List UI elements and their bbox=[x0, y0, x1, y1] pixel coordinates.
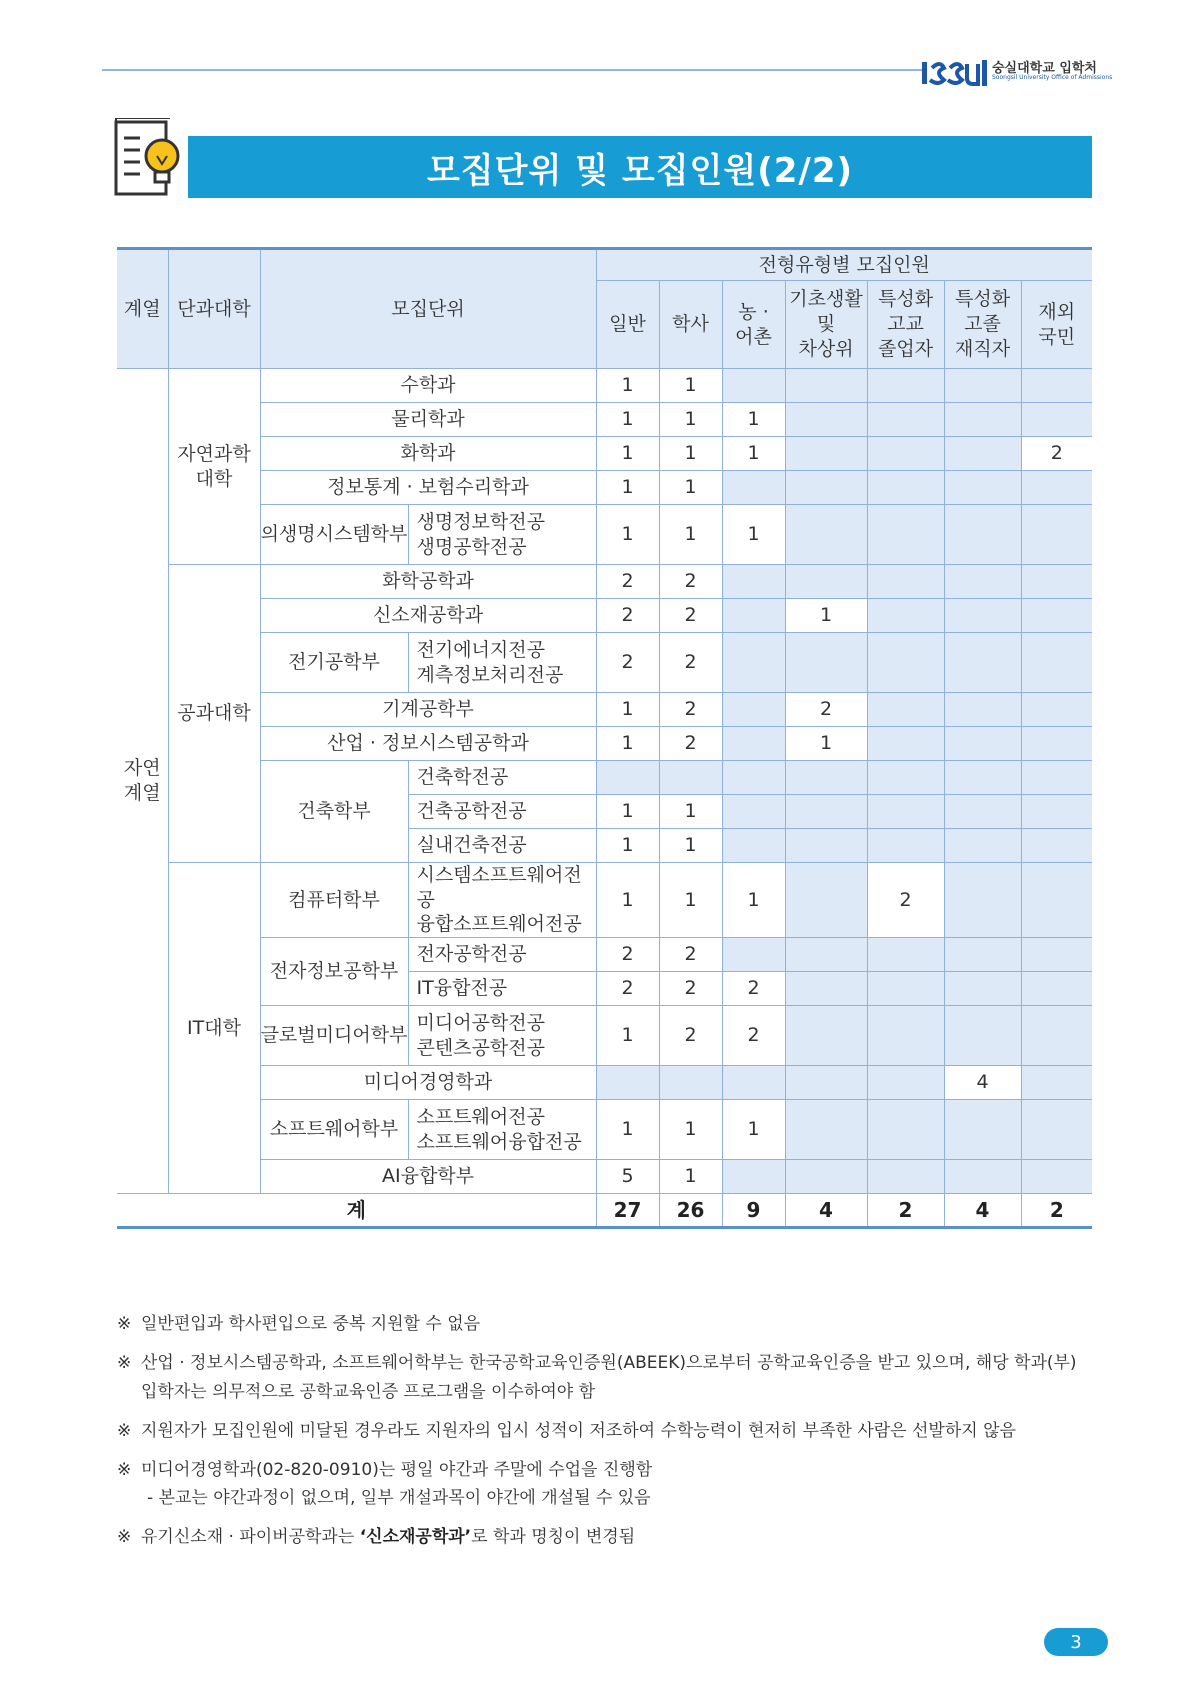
quota-cell: 2 bbox=[659, 1006, 722, 1066]
quota-cell bbox=[785, 1100, 867, 1160]
quota-cell: 2 bbox=[659, 693, 722, 727]
quota-cell bbox=[867, 565, 944, 599]
note-text-bold: ‘신소재공학과’ bbox=[359, 1527, 472, 1548]
quota-cell bbox=[1021, 1006, 1092, 1066]
quota-cell bbox=[785, 795, 867, 829]
quota-cell bbox=[785, 565, 867, 599]
quota-cell bbox=[1021, 471, 1092, 505]
quota-cell bbox=[944, 795, 1021, 829]
quota-cell bbox=[867, 938, 944, 972]
quota-cell: 1 bbox=[722, 1100, 785, 1160]
table-row bbox=[117, 369, 1092, 403]
subunit-cell: 미디어공학전공 콘텐츠공학전공 bbox=[408, 1006, 596, 1066]
quota-cell bbox=[1021, 1160, 1092, 1194]
note-item bbox=[117, 1523, 1097, 1552]
quota-cell bbox=[596, 1066, 659, 1100]
college-cell: IT대학 bbox=[168, 863, 260, 1194]
quota-cell bbox=[722, 795, 785, 829]
quota-cell bbox=[785, 972, 867, 1006]
unit-cell: 기계공학부 bbox=[260, 693, 596, 727]
quota-cell bbox=[1021, 829, 1092, 863]
quota-cell: 2 bbox=[867, 863, 944, 938]
total-row bbox=[117, 1194, 1092, 1228]
type-header: 특성화 고교 졸업자 bbox=[867, 281, 944, 369]
total-cell: 26 bbox=[659, 1194, 722, 1228]
quota-cell: 2 bbox=[1021, 437, 1092, 471]
unit-cell: 미디어경영학과 bbox=[260, 1066, 596, 1100]
quota-cell: 1 bbox=[785, 599, 867, 633]
quota-cell bbox=[722, 471, 785, 505]
quota-cell: 2 bbox=[659, 938, 722, 972]
note-mark: ※ bbox=[117, 1459, 132, 1480]
quota-cell bbox=[944, 727, 1021, 761]
quota-cell bbox=[867, 1006, 944, 1066]
quota-cell bbox=[867, 1066, 944, 1100]
table-row bbox=[117, 863, 1092, 938]
quota-cell bbox=[944, 599, 1021, 633]
quota-cell bbox=[722, 727, 785, 761]
note-mark: ※ bbox=[117, 1314, 132, 1334]
subunit-cell: 건축공학전공 bbox=[408, 795, 596, 829]
quota-cell bbox=[944, 1006, 1021, 1066]
quota-cell: 2 bbox=[722, 1006, 785, 1066]
total-cell: 4 bbox=[785, 1194, 867, 1228]
quota-cell bbox=[722, 633, 785, 693]
subunit-cell: 건축학전공 bbox=[408, 761, 596, 795]
col-college-header: 단과대학 bbox=[168, 249, 260, 369]
quota-cell bbox=[944, 437, 1021, 471]
quota-cell: 2 bbox=[659, 633, 722, 693]
quota-cell bbox=[722, 1160, 785, 1194]
quota-cell bbox=[785, 369, 867, 403]
quota-cell: 2 bbox=[722, 972, 785, 1006]
type-header: 일반 bbox=[596, 281, 659, 369]
admission-quota-table bbox=[117, 247, 1092, 1229]
quota-cell bbox=[944, 471, 1021, 505]
quota-cell bbox=[1021, 693, 1092, 727]
note-subtext: - 본교는 야간과정이 없으며, 일부 개설과목이 야간에 개설될 수 있음 bbox=[147, 1488, 651, 1509]
total-cell: 9 bbox=[722, 1194, 785, 1228]
quota-cell: 1 bbox=[596, 863, 659, 938]
quota-cell: 2 bbox=[596, 938, 659, 972]
table-row bbox=[117, 761, 1092, 795]
subunit-cell: 시스템소프트웨어전공 융합소프트웨어전공 bbox=[408, 863, 596, 938]
page-number: 3 bbox=[1044, 1628, 1108, 1656]
unit-cell: 전자정보공학부 bbox=[260, 938, 408, 1006]
quota-cell: 2 bbox=[596, 599, 659, 633]
quota-cell bbox=[944, 829, 1021, 863]
subunit-cell: IT융합전공 bbox=[408, 972, 596, 1006]
note-mark: ※ bbox=[117, 1352, 132, 1373]
unit-cell: 신소재공학과 bbox=[260, 599, 596, 633]
note-item bbox=[117, 1456, 1097, 1514]
quota-cell bbox=[867, 471, 944, 505]
quota-cell: 1 bbox=[596, 369, 659, 403]
ssu-logo-icon bbox=[920, 56, 992, 88]
quota-cell bbox=[944, 1160, 1021, 1194]
page-title: 모집단위 및 모집인원(2/2) bbox=[188, 136, 1092, 198]
quota-cell bbox=[944, 938, 1021, 972]
quota-cell: 2 bbox=[596, 972, 659, 1006]
quota-cell bbox=[785, 863, 867, 938]
header-rule bbox=[102, 69, 922, 71]
quota-cell bbox=[785, 1006, 867, 1066]
university-logo bbox=[920, 56, 1113, 88]
quota-cell bbox=[1021, 1100, 1092, 1160]
quota-cell bbox=[785, 1160, 867, 1194]
quota-cell bbox=[944, 761, 1021, 795]
quota-cell: 1 bbox=[659, 369, 722, 403]
quota-cell bbox=[867, 599, 944, 633]
unit-cell: 산업 · 정보시스템공학과 bbox=[260, 727, 596, 761]
quota-cell: 2 bbox=[659, 599, 722, 633]
note-text: 지원자가 모집인원에 미달된 경우라도 지원자의 입시 성적이 저조하여 수학능력이 현저히 부족한 사람은 선발하지 않음 bbox=[141, 1420, 1016, 1441]
quota-cell bbox=[867, 1160, 944, 1194]
quota-cell bbox=[1021, 599, 1092, 633]
unit-cell: 물리학과 bbox=[260, 403, 596, 437]
quota-cell bbox=[867, 369, 944, 403]
table-row bbox=[117, 565, 1092, 599]
quota-cell: 1 bbox=[659, 505, 722, 565]
quota-cell: 1 bbox=[596, 437, 659, 471]
type-header: 학사 bbox=[659, 281, 722, 369]
quota-cell: 1 bbox=[596, 693, 659, 727]
quota-cell bbox=[944, 505, 1021, 565]
quota-cell bbox=[785, 938, 867, 972]
quota-cell bbox=[867, 829, 944, 863]
quota-cell: 1 bbox=[659, 403, 722, 437]
quota-cell bbox=[867, 972, 944, 1006]
quota-cell bbox=[722, 599, 785, 633]
subunit-cell: 실내건축전공 bbox=[408, 829, 596, 863]
quota-cell bbox=[722, 761, 785, 795]
quota-cell bbox=[1021, 938, 1092, 972]
quota-cell bbox=[944, 1100, 1021, 1160]
quota-cell bbox=[1021, 505, 1092, 565]
type-group-header: 전형유형별 모집인원 bbox=[596, 249, 1092, 281]
quota-cell bbox=[1021, 761, 1092, 795]
note-text: 미디어경영학과(02-820-0910)는 평일 야간과 주말에 수업을 진행함 bbox=[141, 1459, 653, 1480]
quota-cell: 2 bbox=[785, 693, 867, 727]
table-row bbox=[117, 403, 1092, 437]
logo-english-text: Soongsil University Office of Admissions bbox=[992, 74, 1113, 81]
quota-cell bbox=[1021, 633, 1092, 693]
quota-cell bbox=[867, 727, 944, 761]
quota-cell bbox=[722, 1066, 785, 1100]
quota-cell bbox=[944, 693, 1021, 727]
quota-cell: 1 bbox=[722, 437, 785, 471]
notes-section bbox=[117, 1310, 1097, 1562]
total-cell: 27 bbox=[596, 1194, 659, 1228]
table-row bbox=[117, 1066, 1092, 1100]
note-text-pre: 유기신소재 · 파이버공학과는 bbox=[141, 1527, 360, 1548]
quota-cell bbox=[867, 795, 944, 829]
quota-cell bbox=[867, 505, 944, 565]
quota-cell bbox=[867, 1100, 944, 1160]
quota-cell bbox=[1021, 863, 1092, 938]
total-cell: 4 bbox=[944, 1194, 1021, 1228]
quota-cell: 4 bbox=[944, 1066, 1021, 1100]
quota-cell bbox=[785, 633, 867, 693]
table-row bbox=[117, 1006, 1092, 1066]
quota-cell: 1 bbox=[659, 471, 722, 505]
unit-cell: 글로벌미디어학부 bbox=[260, 1006, 408, 1066]
type-header: 농 · 어촌 bbox=[722, 281, 785, 369]
quota-cell: 2 bbox=[659, 727, 722, 761]
table-row bbox=[117, 437, 1092, 471]
unit-cell: 건축학부 bbox=[260, 761, 408, 863]
quota-cell bbox=[785, 471, 867, 505]
document-lightbulb-icon bbox=[112, 118, 192, 200]
quota-cell bbox=[785, 505, 867, 565]
quota-cell bbox=[1021, 972, 1092, 1006]
type-header: 기초생활 및 차상위 bbox=[785, 281, 867, 369]
quota-cell: 5 bbox=[596, 1160, 659, 1194]
quota-cell bbox=[1021, 403, 1092, 437]
table-row bbox=[117, 938, 1092, 972]
quota-cell: 1 bbox=[596, 1006, 659, 1066]
unit-cell: 전기공학부 bbox=[260, 633, 408, 693]
quota-cell: 1 bbox=[722, 505, 785, 565]
quota-cell: 1 bbox=[659, 795, 722, 829]
col-group-header: 계열 bbox=[117, 249, 168, 369]
quota-cell: 1 bbox=[659, 829, 722, 863]
logo-korean-text: 숭실대학교 입학처 bbox=[992, 61, 1097, 76]
quota-cell bbox=[944, 633, 1021, 693]
subunit-cell: 전기에너지전공 계측정보처리전공 bbox=[408, 633, 596, 693]
college-cell: 자연과학 대학 bbox=[168, 369, 260, 565]
quota-cell: 1 bbox=[785, 727, 867, 761]
quota-cell bbox=[785, 761, 867, 795]
quota-cell bbox=[659, 761, 722, 795]
quota-cell bbox=[944, 403, 1021, 437]
quota-cell bbox=[867, 693, 944, 727]
table-row bbox=[117, 599, 1092, 633]
quota-cell bbox=[722, 369, 785, 403]
quota-cell bbox=[867, 437, 944, 471]
note-text-post: 로 학과 명칭이 변경됨 bbox=[471, 1527, 636, 1548]
col-unit-header: 모집단위 bbox=[260, 249, 596, 369]
note-item bbox=[117, 1349, 1097, 1407]
quota-cell bbox=[944, 565, 1021, 599]
college-cell: 공과대학 bbox=[168, 565, 260, 863]
quota-cell: 1 bbox=[596, 403, 659, 437]
unit-cell: 화학공학과 bbox=[260, 565, 596, 599]
group-cell: 자연 계열 bbox=[117, 369, 168, 1194]
quota-cell: 1 bbox=[659, 437, 722, 471]
quota-cell: 2 bbox=[659, 972, 722, 1006]
quota-cell: 1 bbox=[659, 1160, 722, 1194]
type-header: 특성화 고졸 재직자 bbox=[944, 281, 1021, 369]
quota-cell: 2 bbox=[596, 565, 659, 599]
quota-cell: 2 bbox=[596, 633, 659, 693]
table-row bbox=[117, 1100, 1092, 1160]
quota-cell bbox=[785, 437, 867, 471]
quota-cell bbox=[596, 761, 659, 795]
quota-cell bbox=[944, 972, 1021, 1006]
total-cell: 2 bbox=[867, 1194, 944, 1228]
quota-cell: 1 bbox=[596, 727, 659, 761]
quota-cell: 1 bbox=[722, 863, 785, 938]
note-item bbox=[117, 1310, 1097, 1339]
unit-cell: 화학과 bbox=[260, 437, 596, 471]
quota-cell bbox=[785, 403, 867, 437]
quota-cell bbox=[1021, 1066, 1092, 1100]
quota-cell: 1 bbox=[659, 1100, 722, 1160]
quota-cell: 1 bbox=[596, 471, 659, 505]
table-row bbox=[117, 633, 1092, 693]
quota-cell bbox=[944, 369, 1021, 403]
unit-cell: 컴퓨터학부 bbox=[260, 863, 408, 938]
quota-cell bbox=[722, 938, 785, 972]
table-row bbox=[117, 727, 1092, 761]
table-row bbox=[117, 693, 1092, 727]
quota-cell bbox=[722, 829, 785, 863]
unit-cell: 정보통계 · 보험수리학과 bbox=[260, 471, 596, 505]
quota-cell bbox=[1021, 727, 1092, 761]
note-mark: ※ bbox=[117, 1527, 132, 1548]
unit-cell: 소프트웨어학부 bbox=[260, 1100, 408, 1160]
quota-cell: 1 bbox=[596, 829, 659, 863]
quota-cell: 2 bbox=[659, 565, 722, 599]
table-row bbox=[117, 1160, 1092, 1194]
quota-cell bbox=[785, 829, 867, 863]
quota-cell bbox=[944, 863, 1021, 938]
quota-cell bbox=[1021, 565, 1092, 599]
quota-cell bbox=[659, 1066, 722, 1100]
subunit-cell: 전자공학전공 bbox=[408, 938, 596, 972]
table-row bbox=[117, 471, 1092, 505]
note-text: 산업 · 정보시스템공학과, 소프트웨어학부는 한국공학교육인증원(ABEEK)으로부터 공학교육인증을 받고 있으며, 해당 학과(부) 입학자는 의무적으로 공학교육인증 프로그램을 이수하여야 함 bbox=[141, 1352, 1077, 1402]
quota-cell bbox=[867, 761, 944, 795]
note-item bbox=[117, 1417, 1097, 1446]
quota-cell bbox=[722, 693, 785, 727]
unit-cell: 수학과 bbox=[260, 369, 596, 403]
quota-cell: 1 bbox=[596, 795, 659, 829]
subunit-cell: 소프트웨어전공 소프트웨어융합전공 bbox=[408, 1100, 596, 1160]
note-text: 일반편입과 학사편입으로 중복 지원할 수 없음 bbox=[141, 1314, 481, 1334]
table-row bbox=[117, 505, 1092, 565]
quota-cell bbox=[785, 1066, 867, 1100]
subunit-cell: 생명정보학전공 생명공학전공 bbox=[408, 505, 596, 565]
quota-cell bbox=[1021, 369, 1092, 403]
unit-cell: 의생명시스템학부 bbox=[260, 505, 408, 565]
unit-cell: AI융합학부 bbox=[260, 1160, 596, 1194]
quota-cell bbox=[722, 565, 785, 599]
quota-cell bbox=[867, 633, 944, 693]
quota-cell: 1 bbox=[722, 403, 785, 437]
quota-cell bbox=[1021, 795, 1092, 829]
note-mark: ※ bbox=[117, 1420, 132, 1441]
quota-cell: 1 bbox=[596, 1100, 659, 1160]
quota-cell: 1 bbox=[596, 505, 659, 565]
quota-cell: 1 bbox=[659, 863, 722, 938]
total-cell: 2 bbox=[1021, 1194, 1092, 1228]
quota-cell bbox=[867, 403, 944, 437]
total-label: 계 bbox=[117, 1194, 596, 1228]
type-header: 재외 국민 bbox=[1021, 281, 1092, 369]
